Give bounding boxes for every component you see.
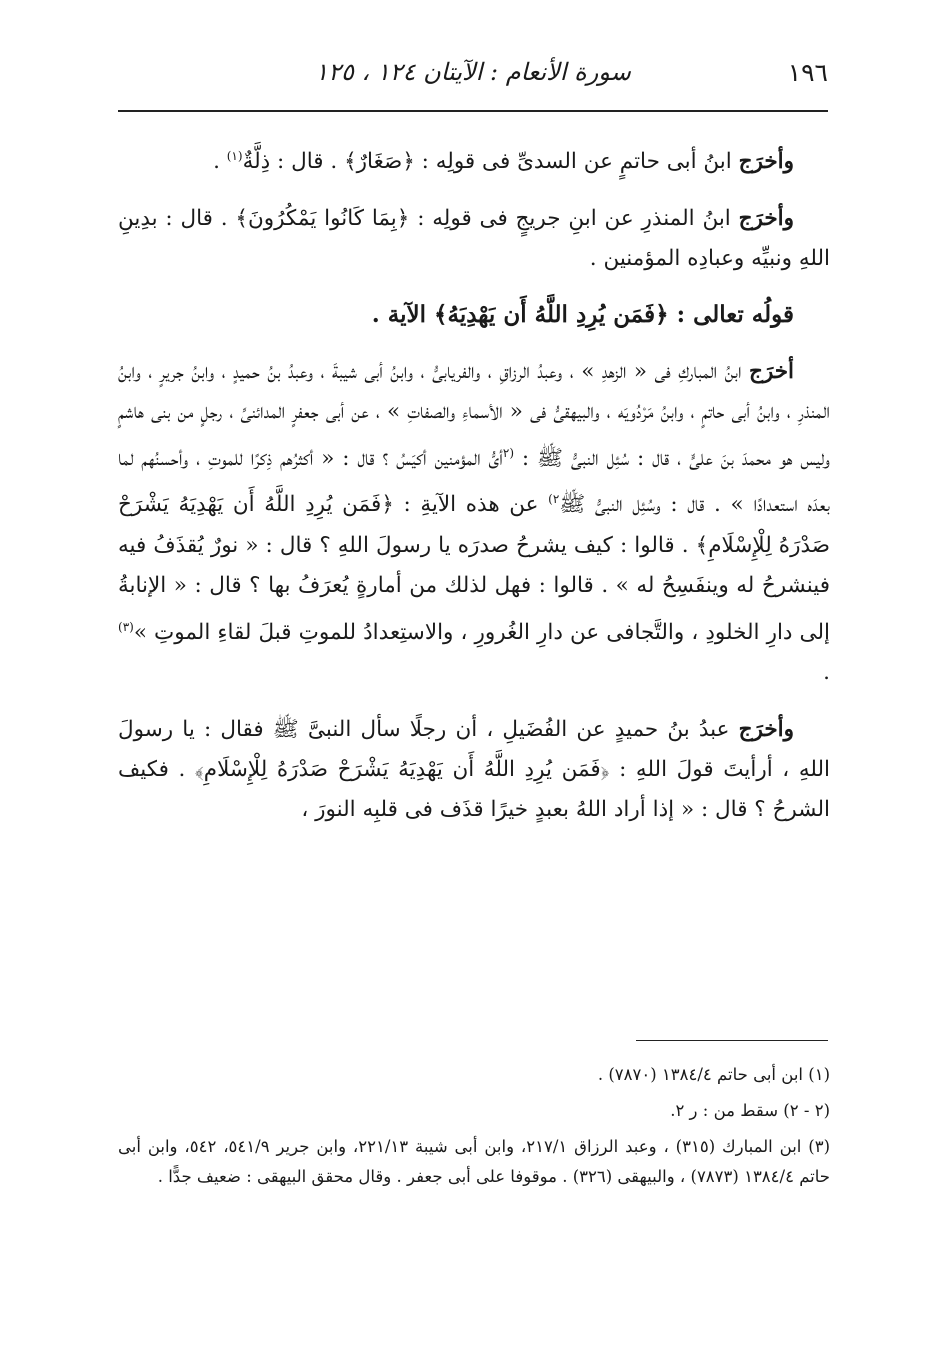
paragraph — [118, 199, 830, 280]
paragraph-tail: . — [823, 660, 830, 686]
header-divider — [118, 110, 828, 112]
verse-heading — [118, 295, 830, 335]
footnote: (١) ابن أبى حاتم ١٣٨٤/٤ (٧٨٧٠) . — [597, 1065, 830, 1084]
footnote-marker: ٢) — [548, 492, 560, 507]
footnote-marker: (١) — [226, 149, 243, 163]
paragraph-lead: أخرَج — [748, 358, 794, 384]
paragraph — [118, 710, 830, 831]
paragraph-text: ابنُ أبى حاتمٍ عن السدىِّ فى قولِه : ﴿صَغَارٌ﴾ . قال : ذِلَّةٌ — [242, 149, 732, 175]
paragraph-lead: وأخرَج — [738, 149, 794, 175]
paragraph — [118, 352, 830, 694]
page-number: ١٩٦ — [787, 58, 828, 87]
paragraph-text: ابنُ المباركِ فى « الزهدِ » ، وعبدُ الرزاقِ ، والفريابىُّ ، وابنُ أبى شيبةَ ، وعبدُ بنُ حميدٍ ، وابنُ جريرٍ ، وابنُ المنذرِ ، وابنُ أبى حاتمٍ ، وابنُ مَرْدُويَه ، والبيهقىُّ فى « الأسماءِ والصفاتِ » ، عن أبى جعفرٍ المدائنىِّ ، رجلٍ من بنى هاشمٍ وليس هو محمدَ بنَ علىٍّ ، قال : سُئِل النبىُّ ﷺ : — [118, 358, 830, 471]
paragraph-text: عبدُ بنُ حميدٍ عن الفُضَيلِ ، أن رجلًا سأل النبىَّ ﷺ فقال : يا رسولَ اللهِ ، أرأيتَ قولَ اللهِ : ﴿فَمَن يُرِدِ اللَّهُ أَن يَهْدِيَهُ يَشْرَحْ صَدْرَهُ لِلْإِسْلَامِ﴾ . فكيف الشرحُ ؟ قال : « إذا أراد اللهُ بعبدٍ خيرًا قذَف فى قلبِه النورَ ، — [118, 716, 830, 823]
footnote-divider — [636, 1040, 828, 1041]
page-header — [118, 58, 828, 98]
footnote: (٣) ابن المبارك (٣١٥) ، وعبد الرزاق ٢١٧/١، وابن أبى شيبة ٢٢١/١٣، وابن جرير ٥٤١/٩، ٥٤٢، وابن أبى حاتم ١٣٨٤/٤ (٧٨٧٣) ، والبيهقى (٣٢٦) . موقوفا على أبى جعفر . وقال محقق البيهقى : ضعيف جدًّا . — [118, 1137, 831, 1186]
heading-verse: ﴿فَمَن يُرِدِ اللَّهُ أَن يَهْدِيَهُ﴾ الآية . — [371, 301, 669, 329]
footnote-marker: (٣) — [118, 619, 134, 634]
heading-lead: قولُه تعالى : — [676, 301, 794, 329]
paragraph-lead: وأخرَج — [738, 716, 794, 742]
footnote: (٢ - ٢) سقط من : ر ٢. — [670, 1101, 830, 1120]
paragraph-text: ابنُ المنذرِ عن ابنِ جريجٍ فى قولِه : ﴿بِمَا كَانُوا يَمْكُرُونَ﴾ . قال : بدِينِ اللهِ ونبيِّه وعبادِه المؤمنين . — [118, 205, 830, 271]
paragraph-tail: . — [213, 149, 227, 175]
running-title: سورة الأنعام : الآيتان ١٢٤ ، ١٢٥ — [315, 58, 631, 86]
footnote-marker: (٢ — [502, 445, 515, 460]
main-text — [118, 136, 830, 847]
paragraph-text: أىُّ المؤمنين أكيَسُ ؟ قال : « أكثرُهم ذِكرًا للموتِ ، وأحسنُهم لما بعدَه استعدادًا » . قال : وسُئِل النبىُّ ﷺ — [118, 445, 830, 518]
paragraph-lead: وأخرَج — [738, 205, 794, 231]
paragraph-text: عن هذه الآيةِ : ﴿فَمَن يُرِدِ اللَّهُ أَن يَهْدِيَهُ يَشْرَحْ صَدْرَهُ لِلْإِسْلَامِ﴾ . قالوا : كيف يشرحُ صدرَه يا رسولَ اللهِ ؟ قال : « نورٌ يُقذَفُ فيه فينشرحُ له وينفَسِحُ له » . قالوا : فهل لذلك من أمارةٍ يُعرَفُ بها ؟ قال : « الإنابةُ إلى دارِ الخلودِ ، والتَّجافى عن دارِ الغُرورِ ، والاستِعدادُ للموتِ قبلَ لقاءِ الموتِ » — [118, 492, 830, 645]
footnotes — [118, 1060, 830, 1198]
paragraph — [118, 136, 830, 183]
